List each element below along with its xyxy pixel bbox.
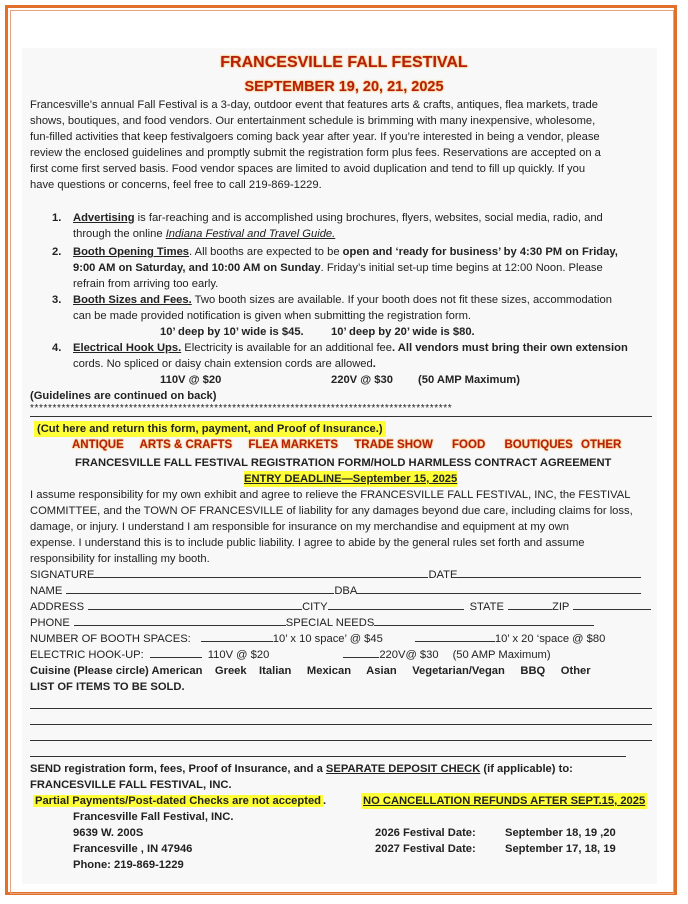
list-number: 4. <box>52 342 62 354</box>
city-field[interactable] <box>328 599 464 610</box>
agreement-line: responsibility for installing my booth. <box>30 553 210 565</box>
category-boutiques: BOUTIQUES <box>504 439 573 451</box>
festival-title: FRANCESVILLE FALL FESTIVAL <box>220 54 468 71</box>
booth-size-10x20: 10’ deep by 20’ wide is $80. <box>331 326 475 338</box>
booth-10x20-field[interactable] <box>415 631 495 642</box>
category-trade-show: TRADE SHOW <box>354 439 433 451</box>
booth-size-10x10: 10’ deep by 10’ wide is $45. <box>160 326 304 338</box>
guideline-text: through the online <box>73 228 166 240</box>
elec-220-field[interactable] <box>343 647 379 658</box>
festival-dates: SEPTEMBER 19, 20, 21, 2025 <box>244 79 444 95</box>
send-instructions <box>30 761 573 777</box>
travel-guide-link[interactable]: Indiana Festival and Travel Guide. <box>165 228 336 240</box>
guidelines-continued: (Guidelines are continued on back) <box>30 390 217 402</box>
send-org: FRANCESVILLE FALL FESTIVAL, INC. <box>30 779 232 791</box>
entry-deadline: ENTRY DEADLINE—September 15, 2025 <box>244 473 458 485</box>
booth-10x10-label: 10’ x 10 space’ @ $45 <box>272 633 383 645</box>
electric-220v: 220V @ $30 <box>331 374 393 386</box>
electric-max: (50 AMP Maximum) <box>418 374 520 386</box>
future-date-2026: September 18, 19 ,20 <box>505 827 616 839</box>
agreement-line: I assume responsibility for my own exhibit and agree to relieve the FRANCESVILLE FALL FESTIVAL, INC, the FESTIVAL <box>30 489 631 501</box>
guideline-booth-sizes <box>73 292 612 308</box>
booth-spaces-label: NUMBER OF BOOTH SPACES: <box>30 633 191 645</box>
items-label: LIST OF ITEMS TO BE SOLD. <box>30 681 185 693</box>
guideline-advertising <box>73 210 603 226</box>
signature-field[interactable] <box>94 567 428 578</box>
items-line[interactable] <box>30 756 626 757</box>
signature-label: SIGNATURE <box>30 569 95 581</box>
state-field[interactable] <box>508 599 552 610</box>
state-label: STATE <box>469 601 504 613</box>
guideline-text: is far-reaching and is accomplished using brochures, flyers, websites, social media, radio, and <box>134 212 603 224</box>
date-field[interactable] <box>457 567 641 578</box>
mail-phone: Phone: 219-869-1229 <box>73 859 184 871</box>
zip-label: ZIP <box>551 601 570 613</box>
electric-110v: 110V @ $20 <box>160 374 222 386</box>
guideline-opening-times-line2 <box>73 260 603 276</box>
special-needs-label: SPECIAL NEEDS <box>285 617 375 629</box>
dba-label: DBA <box>334 585 358 597</box>
name-row <box>30 583 641 599</box>
partial-payments-text: Partial Payments/Post-dated Checks are not accepted <box>35 795 322 807</box>
signature-row <box>30 567 641 583</box>
mail-org: Francesville Fall Festival, INC. <box>73 811 234 823</box>
address-row <box>30 599 651 615</box>
future-date-2027: September 17, 18, 19 <box>505 843 616 855</box>
partial-payments-dot: . <box>323 795 327 807</box>
zip-field[interactable] <box>573 599 651 610</box>
phone-label: PHONE <box>30 617 70 629</box>
guideline-advertising-line2 <box>73 226 335 242</box>
booth-10x20-label: 10’ x 20 ‘space @ $80 <box>494 633 606 645</box>
guideline-text: . All booths are expected to be <box>189 246 343 258</box>
address-field[interactable] <box>88 599 302 610</box>
list-number: 1. <box>52 212 62 224</box>
send-text: (if applicable) to: <box>480 763 573 775</box>
future-date-label-2027: 2027 Festival Date: <box>375 843 476 855</box>
future-date-label-2026: 2026 Festival Date: <box>375 827 476 839</box>
elec-220-label: 220V@ $30 <box>379 649 439 661</box>
guideline-text-bold: . All vendors must bring their own extension <box>392 342 628 354</box>
divider-line <box>30 416 652 417</box>
booth-10x10-field[interactable] <box>201 631 273 642</box>
cut-divider: ********************************************************************************************** <box>30 403 453 414</box>
mail-street: 9639 W. 200S <box>73 827 144 839</box>
list-number: 2. <box>52 246 62 258</box>
items-line[interactable] <box>30 708 652 709</box>
electric-row <box>30 647 551 663</box>
phone-row <box>30 615 594 631</box>
intro-line: have questions or concerns, feel free to call 219-869-1229. <box>30 179 322 191</box>
elec-110-label: 110V @ $20 <box>207 649 270 661</box>
mail-city: Francesville , IN 47946 <box>73 843 193 855</box>
send-text: SEND registration form, fees, Proof of Insurance, and a <box>30 763 326 775</box>
guideline-heading: Electrical Hook Ups. <box>73 342 182 354</box>
items-line[interactable] <box>30 724 652 725</box>
name-field[interactable] <box>66 583 334 594</box>
guideline-text: . Friday’s initial set-up time begins at 12:00 Noon. Please <box>320 262 603 274</box>
no-refunds-notice: NO CANCELLATION REFUNDS AFTER SEPT.15, 2025 <box>363 795 646 807</box>
dba-field[interactable] <box>357 583 641 594</box>
agreement-line: expense. I understand this is to include public liability. I agree to abide by the general rules set forth and assume <box>30 537 585 549</box>
special-needs-field[interactable] <box>374 615 594 626</box>
intro-line: review the enclosed guidelines and promptly submit the registration form plus fees. Reservations are accepted on a <box>30 147 601 159</box>
partial-payments-notice <box>33 793 326 809</box>
date-label: DATE <box>428 569 458 581</box>
address-label: ADDRESS <box>30 601 85 613</box>
electric-label: ELECTRIC HOOK-UP: <box>30 649 144 661</box>
guideline-text-bold: 9:00 AM on Saturday, and 10:00 AM on Sunday <box>73 262 321 274</box>
guideline-heading: Booth Sizes and Fees. <box>73 294 192 306</box>
guideline-text-bold: . <box>372 358 376 370</box>
guideline-text: cords. No spliced or daisy chain extension cords are allowed <box>73 358 373 370</box>
items-line[interactable] <box>30 740 652 741</box>
category-other: OTHER <box>581 439 622 451</box>
form-title: FRANCESVILLE FALL FESTIVAL REGISTRATION FORM/HOLD HARMLESS CONTRACT AGREEMENT <box>75 457 612 469</box>
cuisine-row[interactable]: Cuisine (Please circle) American Greek Italian Mexican Asian Vegetarian/Vegan BBQ Other <box>30 665 591 677</box>
guideline-opening-times <box>73 244 618 260</box>
vendor-categories <box>72 437 621 453</box>
guideline-text: Two booth sizes are available. If your booth does not fit these sizes, accommodation <box>191 294 612 306</box>
elec-110-field[interactable] <box>150 647 202 658</box>
phone-field[interactable] <box>74 615 286 626</box>
booth-spaces-row <box>30 631 605 647</box>
elec-max-label: (50 AMP Maximum) <box>452 649 551 661</box>
city-label: CITY <box>302 601 328 613</box>
agreement-line: COMMITTEE, and the TOWN OF FRANCESVILLE of liability for any damages beyond due care, including claims for loss, <box>30 505 633 517</box>
guideline-heading: Booth Opening Times <box>73 246 190 258</box>
guideline-booth-sizes-line2: can be made provided notification is given when submitting the registration form. <box>73 310 471 322</box>
intro-line: Francesville’s annual Fall Festival is a 3-day, outdoor event that features arts & crafts, antiques, flea markets, trade <box>30 99 598 111</box>
category-arts-crafts: ARTS & CRAFTS <box>139 439 233 451</box>
guideline-text: Electricity is available for an additional fee <box>181 342 392 354</box>
agreement-line: damage, or injury. I understand I am responsible for insurance on my merchandise and equipment at my own <box>30 521 569 533</box>
deposit-check-text: SEPARATE DEPOSIT CHECK <box>325 763 481 775</box>
guideline-opening-times-line3: refrain from arriving too early. <box>73 278 219 290</box>
name-label: NAME <box>30 585 63 597</box>
category-food: FOOD <box>452 439 486 451</box>
category-flea-markets: FLEA MARKETS <box>248 439 339 451</box>
list-number: 3. <box>52 294 62 306</box>
intro-line: fun-filled activities that keep festivalgoers coming back year after year. If you’re interested in being a vendor, please <box>30 131 600 143</box>
category-antique: ANTIQUE <box>72 439 124 451</box>
guideline-heading: Advertising <box>73 212 135 224</box>
intro-line: shows, boutiques, and food vendors. Our entertainment schedule is brimming with many inexpensive, wholesome, <box>30 115 596 127</box>
guideline-electrical-line2 <box>73 356 376 372</box>
intro-line: first come first served basis. Food vendor spaces are limited to avoid duplication and tend to fill up quickly. If you <box>30 163 586 175</box>
guideline-text-bold: open and ‘ready for business’ by 4:30 PM on Friday, <box>342 246 618 258</box>
cut-notice: (Cut here and return this form, payment, and Proof of Insurance.) <box>34 421 386 437</box>
guideline-electrical <box>73 340 628 356</box>
